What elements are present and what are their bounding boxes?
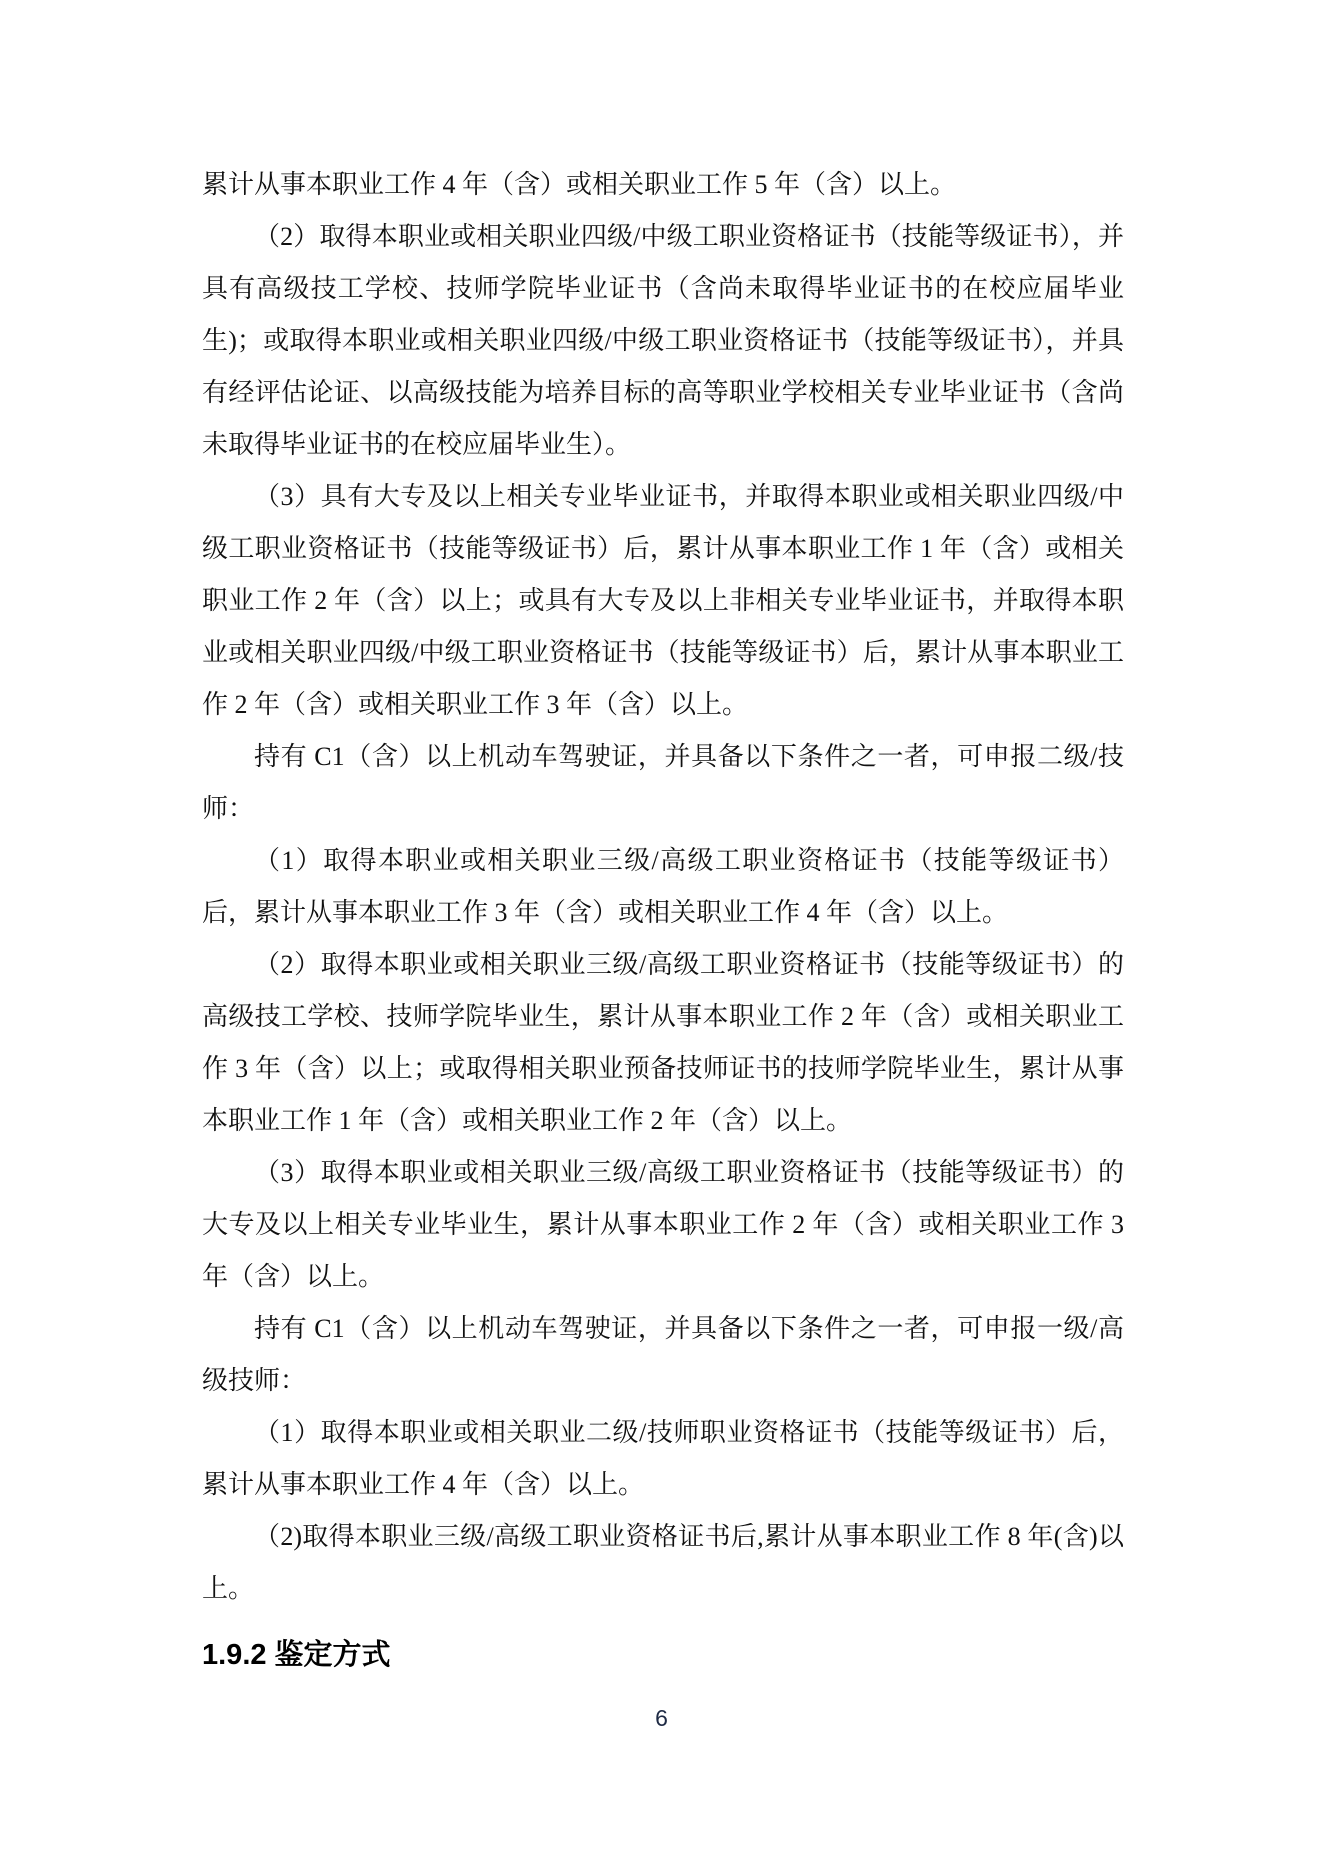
body-paragraph: （1）取得本职业或相关职业三级/高级工职业资格证书（技能等级证书）后，累计从事本职业工作 3 年（含）或相关职业工作 4 年（含）以上。: [202, 846, 1124, 927]
paragraph-list: [202, 159, 1124, 1615]
section-heading: 1.9.2 鉴定方式: [202, 1639, 391, 1671]
page-number: 6: [655, 1705, 668, 1731]
body-paragraph: 累计从事本职业工作 4 年（含）或相关职业工作 5 年（含）以上。: [202, 170, 957, 199]
document-body: [202, 159, 1124, 1681]
body-paragraph: 持有 C1（含）以上机动车驾驶证，并具备以下条件之一者，可申报一级/高级技师：: [202, 1314, 1124, 1395]
body-paragraph: （3）取得本职业或相关职业三级/高级工职业资格证书（技能等级证书）的大专及以上相关专业毕业生，累计从事本职业工作 2 年（含）或相关职业工作 3 年（含）以上。: [202, 1158, 1124, 1291]
body-paragraph: （2)取得本职业三级/高级工职业资格证书后,累计从事本职业工作 8 年(含)以上。: [202, 1522, 1124, 1603]
body-paragraph: （2）取得本职业或相关职业三级/高级工职业资格证书（技能等级证书）的高级技工学校、技师学院毕业生，累计从事本职业工作 2 年（含）或相关职业工作 3 年（含）以上；或取得相关职业预备技师证书的技师学院毕业生，累计从事本职业工作 1 年（含）或相关职业工作 2 年（含）以上。: [202, 950, 1124, 1135]
body-paragraph: （3）具有大专及以上相关专业毕业证书，并取得本职业或相关职业四级/中级工职业资格证书（技能等级证书）后，累计从事本职业工作 1 年（含）或相关职业工作 2 年（含）以上；或具有大专及以上非相关专业毕业证书，并取得本职业或相关职业四级/中级工职业资格证书（技能等级证书）后，累计从事本职业工作 2 年（含）或相关职业工作 3 年（含）以上。: [202, 482, 1124, 719]
body-paragraph: （2）取得本职业或相关职业四级/中级工职业资格证书（技能等级证书），并具有高级技工学校、技师学院毕业证书（含尚未取得毕业证书的在校应届毕业生)；或取得本职业或相关职业四级/中级工职业资格证书（技能等级证书），并具有经评估论证、以高级技能为培养目标的高等职业学校相关专业毕业证书（含尚未取得毕业证书的在校应届毕业生）。: [202, 222, 1124, 459]
body-paragraph: 持有 C1（含）以上机动车驾驶证，并具备以下条件之一者，可申报二级/技师：: [202, 742, 1124, 823]
body-paragraph: （1）取得本职业或相关职业二级/技师职业资格证书（技能等级证书）后，累计从事本职业工作 4 年（含）以上。: [202, 1418, 1124, 1499]
